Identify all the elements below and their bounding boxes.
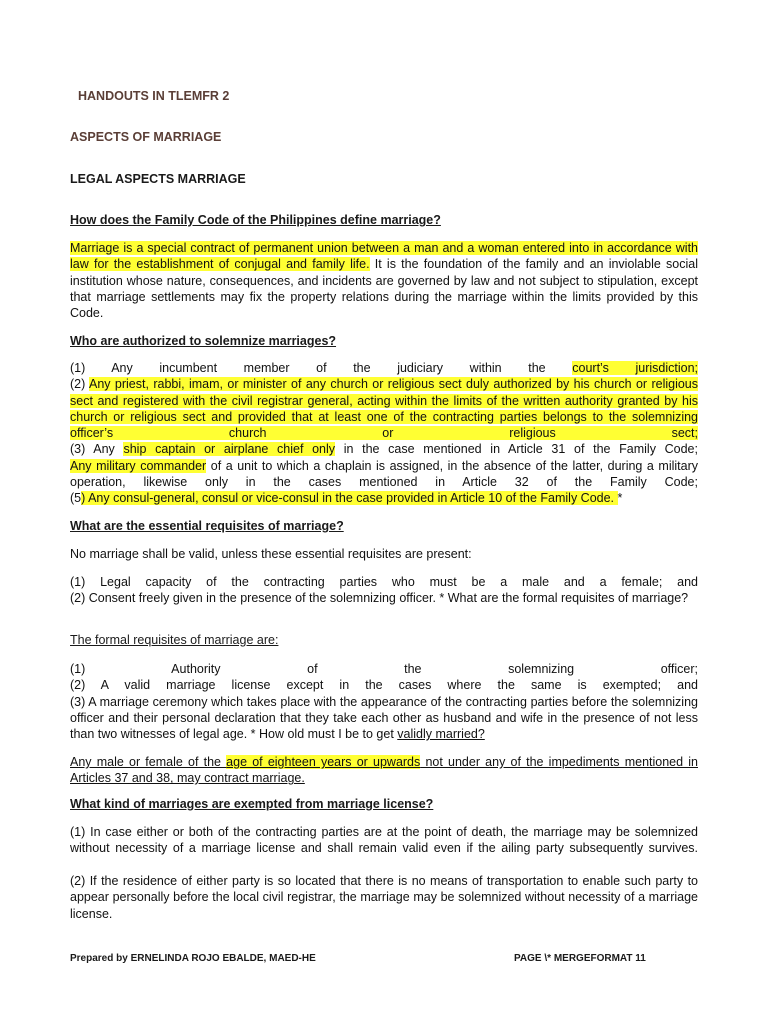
solemnizer-item-5: (5) Any consul-general, consul or vice-consul in the case provided in Article 10 of the Family Code. * (70, 491, 623, 506)
essential-item-1: (1) Legal capacity of the contracting parties who must be a male and a female; and (70, 575, 698, 589)
solemnizer-item-3: (3) Any ship captain or airplane chief only in the case mentioned in Article 31 of the Family Code; (70, 442, 698, 457)
section-title: ASPECTS OF MARRIAGE (70, 130, 222, 144)
handouts-title: HANDOUTS IN TLEMFR 2 (78, 89, 230, 103)
essential-intro: No marriage shall be valid, unless these essential requisites are present: (70, 547, 472, 561)
essential-list (70, 574, 698, 607)
question-define-marriage: How does the Family Code of the Philippines define marriage? (70, 213, 441, 227)
formal-item-2: (2) A valid marriage license except in the cases where the same is exempted; and (70, 678, 698, 693)
highlight-age: age of eighteen years or upwards (226, 755, 421, 769)
solemnizer-item-4: Any military commander of a unit to which a chaplain is assigned, in the absence of the latter, during a military operation, likewise only in the cases mentioned in Article 32 of the Family Code; (70, 458, 698, 490)
answer-solemnize (70, 360, 698, 507)
formal-item-1: (1) Authority of the solemnizing officer; (70, 662, 698, 676)
footer-page-number: PAGE \* MERGEFORMAT 11 (514, 953, 646, 964)
footer-prepared-by: Prepared by ERNELINDA ROJO EBALDE, MAED-HE (70, 953, 316, 964)
formal-list (70, 661, 698, 742)
question-solemnize: Who are authorized to solemnize marriages? (70, 334, 337, 348)
exempt-item-1: (1) In case either or both of the contracting parties are at the point of death, the marriage may be solemnized without necessity of a marriage license and shall remain valid even if the ailing party subsequently survives. (70, 825, 698, 856)
highlight-definition: Marriage is a special contract of permanent union between a man and a woman entered into in accordance with law for the establishment of conjugal and family life. (70, 241, 698, 272)
solemnizer-item-1: (1) Any incumbent member of the judiciary within the court’s jurisdiction; (70, 361, 698, 375)
exempt-item-2: (2) If the residence of either party is so located that there is no means of transportation to enable such party to appear personally before the local civil registrar, the marriage may be solemnized without necessity of a marriage license. (70, 874, 698, 921)
answer-define-marriage (70, 240, 698, 321)
formal-item-3: (3) A marriage ceremony which takes place with the appearance of the contracting parties before the solemnizing officer and their personal declaration that they take each other as husband and wife in the presence of not less than two witnesses of legal age. * How old must I be to get validly married? (70, 694, 698, 742)
subsection-title: LEGAL ASPECTS MARRIAGE (70, 172, 246, 186)
solemnizer-item-2: (2) Any priest, rabbi, imam, or minister of any church or religious sect duly authorized by his church or religious sect and registered with the civil registrar general, acting within the limits of the written authority granted by his church or religious sect and provided that at least one of the contracting parties belongs to the solemnizing officer’s church or religious sect; (70, 377, 699, 441)
essential-item-2: (2) Consent freely given in the presence of the solemnizing officer. * What are the formal requisites of marriage? (70, 591, 689, 606)
age-requirement: Any male or female of the age of eighteen years or upwards not under any of the impediments mentioned in Articles 37 and 38, may contract marriage. (70, 755, 698, 786)
definition-rest: It is the foundation of the family and an inviolable social institution whose nature, consequences, and incidents are governed by law and not subject to stipulation, except that marriage settlements may fix the property relations during the marriage within the limits provided by this Code. (70, 257, 698, 321)
formal-requisites-heading: The formal requisites of marriage are: (70, 633, 279, 647)
question-license-exempt: What kind of marriages are exempted from marriage license? (70, 797, 434, 811)
question-essential-requisites: What are the essential requisites of marriage? (70, 519, 344, 533)
